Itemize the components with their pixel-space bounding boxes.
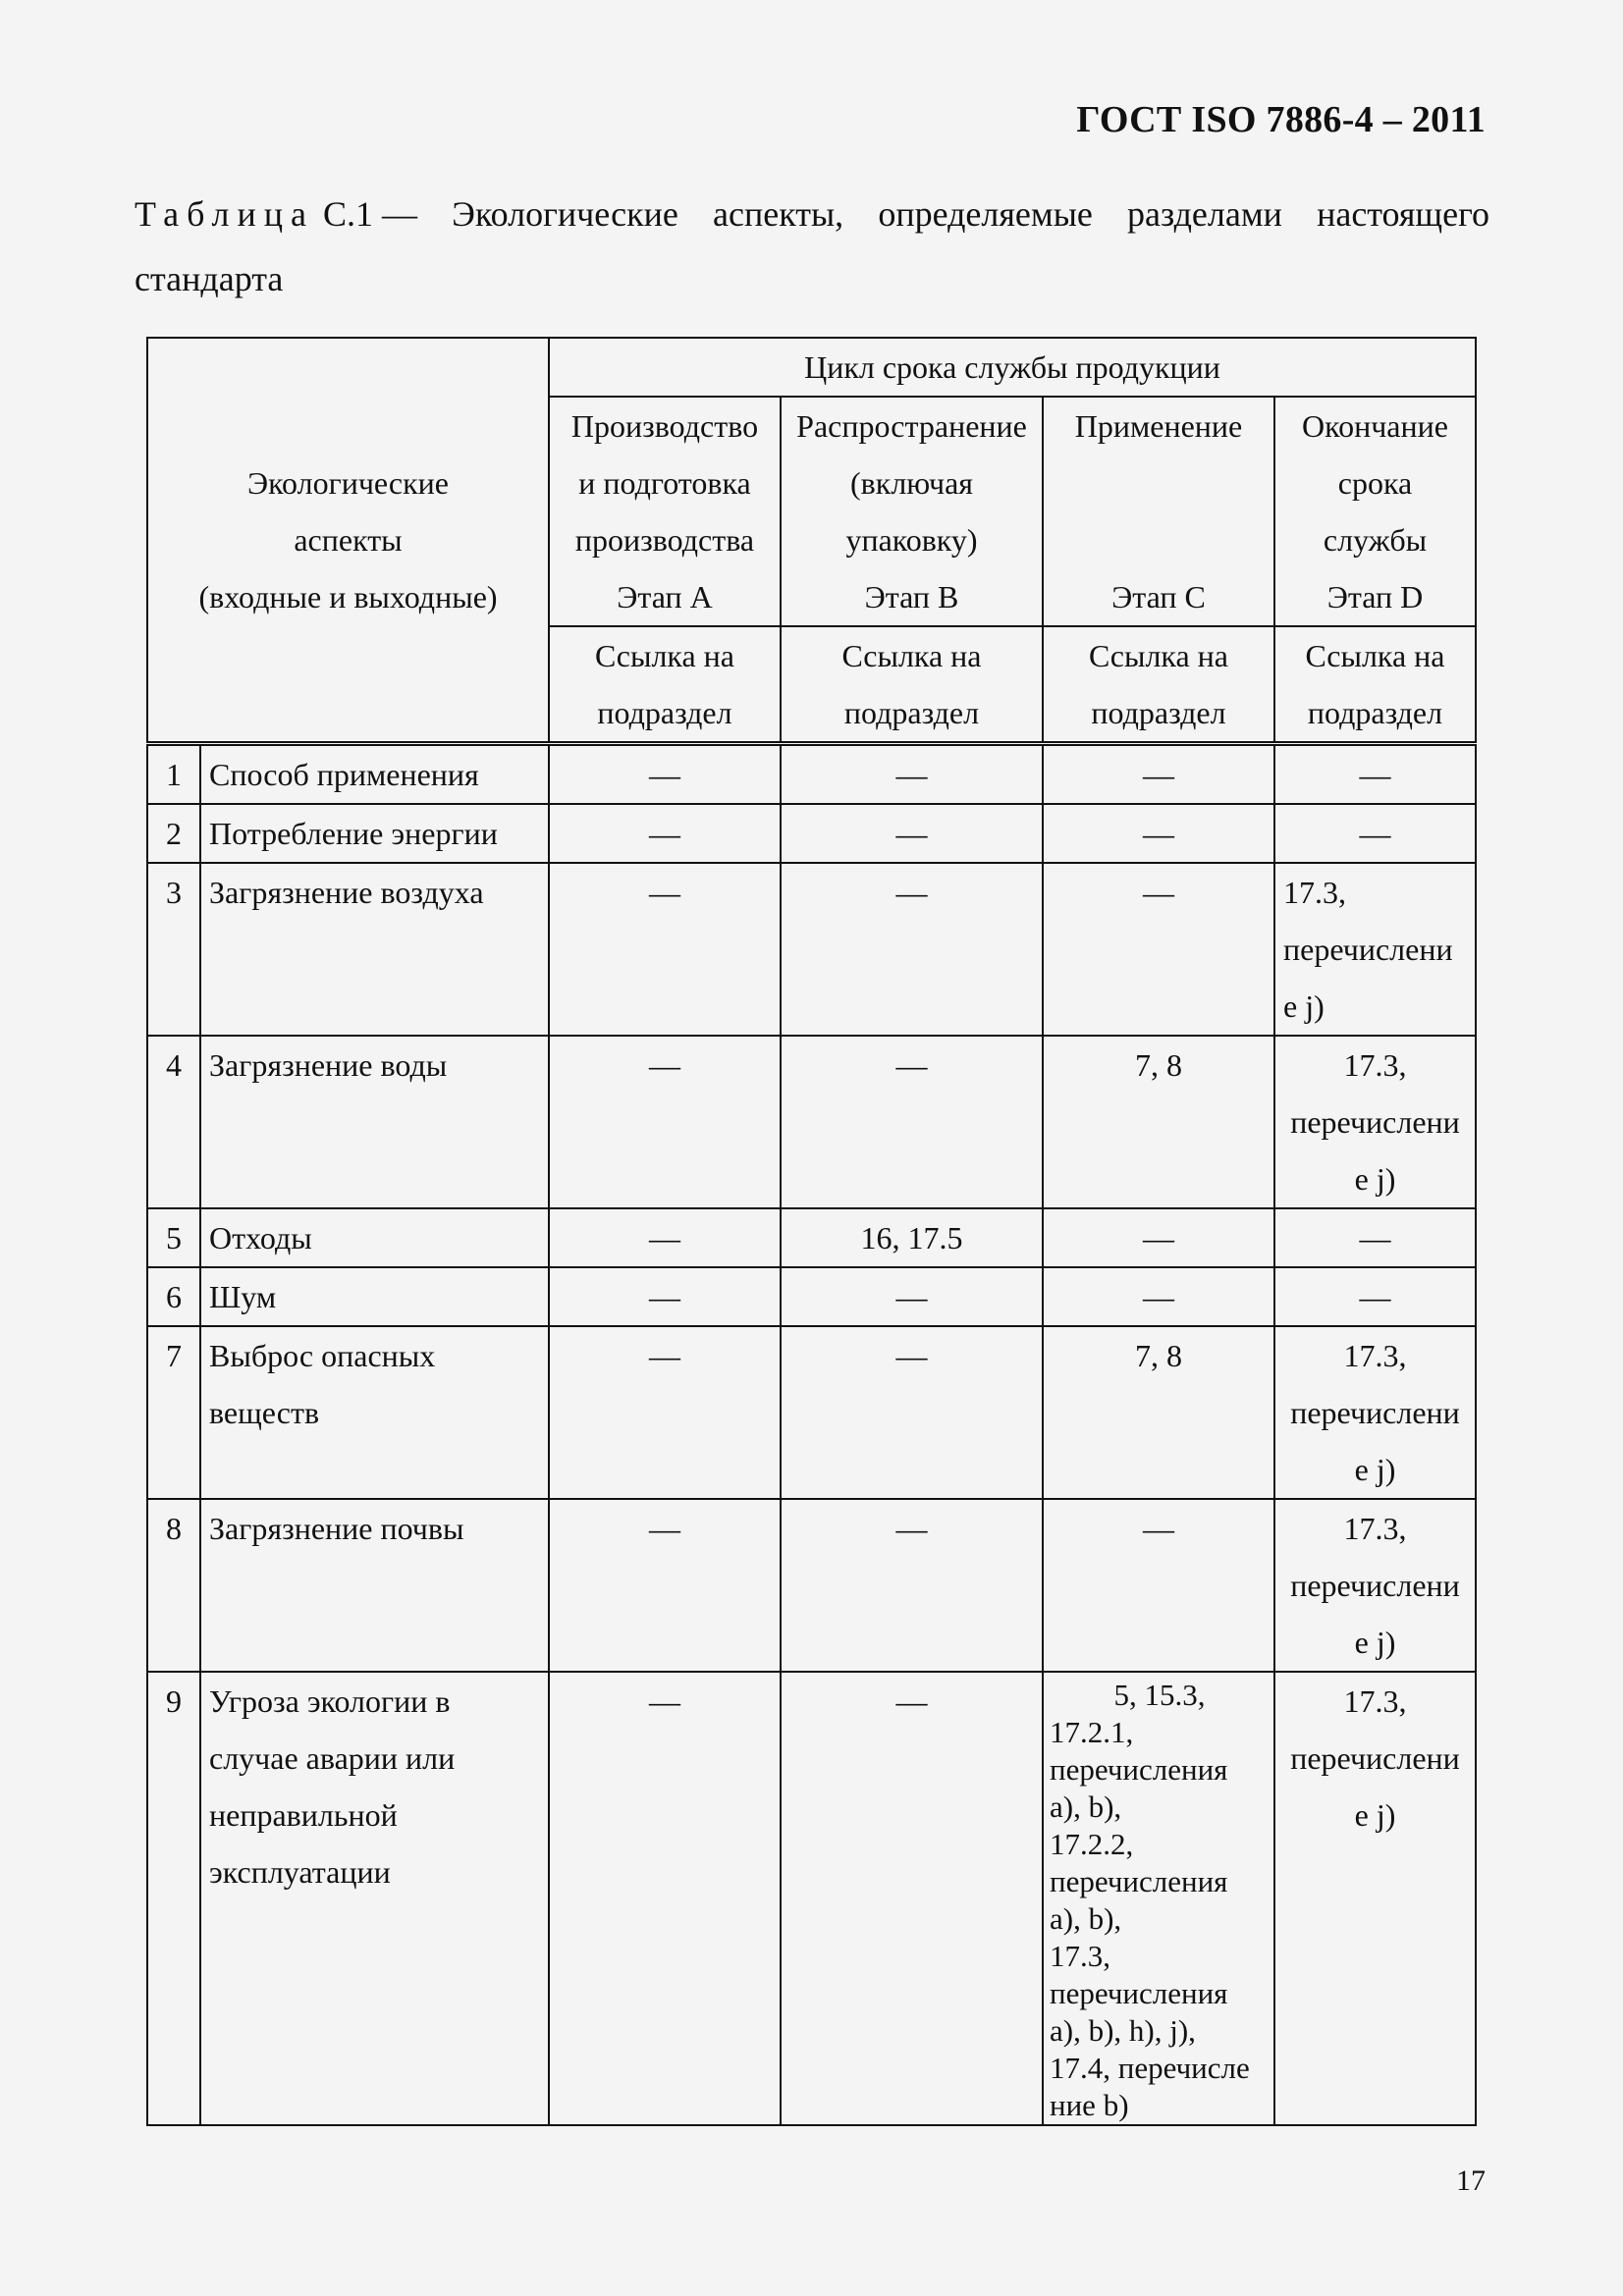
stage-b-cell: — bbox=[781, 804, 1043, 863]
row-number: 4 bbox=[147, 1036, 200, 1208]
caption-line-1 bbox=[135, 182, 1489, 246]
stage-a-cell: — bbox=[549, 1267, 781, 1326]
stage-b-cell: 16, 17.5 bbox=[781, 1208, 1043, 1267]
stage-d-cell: 17.3, перечислени е j) bbox=[1274, 1036, 1476, 1208]
table-row bbox=[147, 1036, 1476, 1208]
stage-a-cell: — bbox=[549, 1499, 781, 1672]
stage-c-cell: — bbox=[1043, 863, 1274, 1036]
stage-c-cell: — bbox=[1043, 1267, 1274, 1326]
stage-d-reference-header: Ссылка на подраздел bbox=[1274, 626, 1476, 744]
stage-b-cell: — bbox=[781, 863, 1043, 1036]
stage-b-cell: — bbox=[781, 744, 1043, 805]
stage-c-cell: 7, 8 bbox=[1043, 1036, 1274, 1208]
aspect-name: Загрязнение воздуха bbox=[200, 863, 549, 1036]
stage-b-cell: — bbox=[781, 1036, 1043, 1208]
caption-line-2: стандарта bbox=[135, 259, 284, 298]
stage-b-cell: — bbox=[781, 1267, 1043, 1326]
stage-d-cell: 17.3, перечислени е j) bbox=[1274, 1499, 1476, 1672]
caption-label: Таблица С.1 — bbox=[135, 194, 417, 234]
aspect-name: Отходы bbox=[200, 1208, 549, 1267]
stage-c-header: Применение Этап С bbox=[1043, 397, 1274, 626]
stage-b-cell: — bbox=[781, 1499, 1043, 1672]
row-number: 9 bbox=[147, 1672, 200, 2125]
stage-d-header: Окончание срока службы Этап D bbox=[1274, 397, 1476, 626]
row-number: 5 bbox=[147, 1208, 200, 1267]
stage-a-reference-header: Ссылка на подраздел bbox=[549, 626, 781, 744]
stage-c-cell: 5, 15.3, 17.2.1, перечисления a), b), 17.2.2, перечисления a), b), 17.3, перечисления a), b), h), j), 17.4, перечисле ние b) bbox=[1043, 1672, 1274, 2125]
environmental-aspects-table bbox=[146, 337, 1477, 2126]
stage-a-cell: — bbox=[549, 744, 781, 805]
stage-a-cell: — bbox=[549, 1036, 781, 1208]
table-row bbox=[147, 1326, 1476, 1499]
stage-a-cell: — bbox=[549, 1326, 781, 1499]
document-id: ГОСТ ISO 7886-4 – 2011 bbox=[1076, 99, 1486, 140]
row-number: 6 bbox=[147, 1267, 200, 1326]
row-number: 1 bbox=[147, 744, 200, 805]
stage-b-header: Распространение (включая упаковку) Этап В bbox=[781, 397, 1043, 626]
stage-b-cell: — bbox=[781, 1326, 1043, 1499]
stage-d-cell: 17.3, перечислени е j) bbox=[1274, 863, 1476, 1036]
stage-a-cell: — bbox=[549, 804, 781, 863]
stage-a-cell: — bbox=[549, 863, 781, 1036]
stage-c-cell: 7, 8 bbox=[1043, 1326, 1274, 1499]
stage-c-cell: — bbox=[1043, 804, 1274, 863]
table-row bbox=[147, 1208, 1476, 1267]
row-number: 7 bbox=[147, 1326, 200, 1499]
stage-c-cell: — bbox=[1043, 1499, 1274, 1672]
stage-d-cell: — bbox=[1274, 744, 1476, 805]
stage-d-cell: 17.3, перечислени е j) bbox=[1274, 1672, 1476, 2125]
page-number: 17 bbox=[1456, 2164, 1486, 2197]
aspects-header: Экологические аспекты (входные и выходные) bbox=[147, 338, 549, 744]
row-number: 8 bbox=[147, 1499, 200, 1672]
row-number: 2 bbox=[147, 804, 200, 863]
row-number: 3 bbox=[147, 863, 200, 1036]
table-row bbox=[147, 1672, 1476, 2125]
caption-word: настоящего bbox=[1317, 194, 1489, 234]
table-row bbox=[147, 804, 1476, 863]
table-row bbox=[147, 863, 1476, 1036]
table-row bbox=[147, 744, 1476, 805]
aspect-name: Способ применения bbox=[200, 744, 549, 805]
aspect-name: Угроза экологии в случае аварии или неправильной эксплуатации bbox=[200, 1672, 549, 2125]
aspect-name: Шум bbox=[200, 1267, 549, 1326]
aspect-name: Выброс опасных веществ bbox=[200, 1326, 549, 1499]
stage-a-cell: — bbox=[549, 1672, 781, 2125]
stage-d-cell: 17.3, перечислени е j) bbox=[1274, 1326, 1476, 1499]
table-row bbox=[147, 1499, 1476, 1672]
stage-b-reference-header: Ссылка на подраздел bbox=[781, 626, 1043, 744]
stage-d-cell: — bbox=[1274, 804, 1476, 863]
life-cycle-header: Цикл срока службы продукции bbox=[549, 338, 1476, 397]
stage-a-cell: — bbox=[549, 1208, 781, 1267]
aspect-name: Загрязнение почвы bbox=[200, 1499, 549, 1672]
caption-word: аспекты, bbox=[713, 194, 844, 234]
aspect-name: Загрязнение воды bbox=[200, 1036, 549, 1208]
caption-word: разделами bbox=[1127, 194, 1282, 234]
stage-c-cell: — bbox=[1043, 744, 1274, 805]
caption-word: определяемые bbox=[878, 194, 1093, 234]
caption-word: Экологические bbox=[452, 194, 678, 234]
stage-b-cell: — bbox=[781, 1672, 1043, 2125]
stage-a-header: Производство и подготовка производства Этап А bbox=[549, 397, 781, 626]
aspect-name: Потребление энергии bbox=[200, 804, 549, 863]
stage-d-cell: — bbox=[1274, 1208, 1476, 1267]
stage-c-cell: — bbox=[1043, 1208, 1274, 1267]
stage-c-reference-header: Ссылка на подраздел bbox=[1043, 626, 1274, 744]
table-caption bbox=[135, 182, 1489, 311]
table-row bbox=[147, 1267, 1476, 1326]
stage-d-cell: — bbox=[1274, 1267, 1476, 1326]
